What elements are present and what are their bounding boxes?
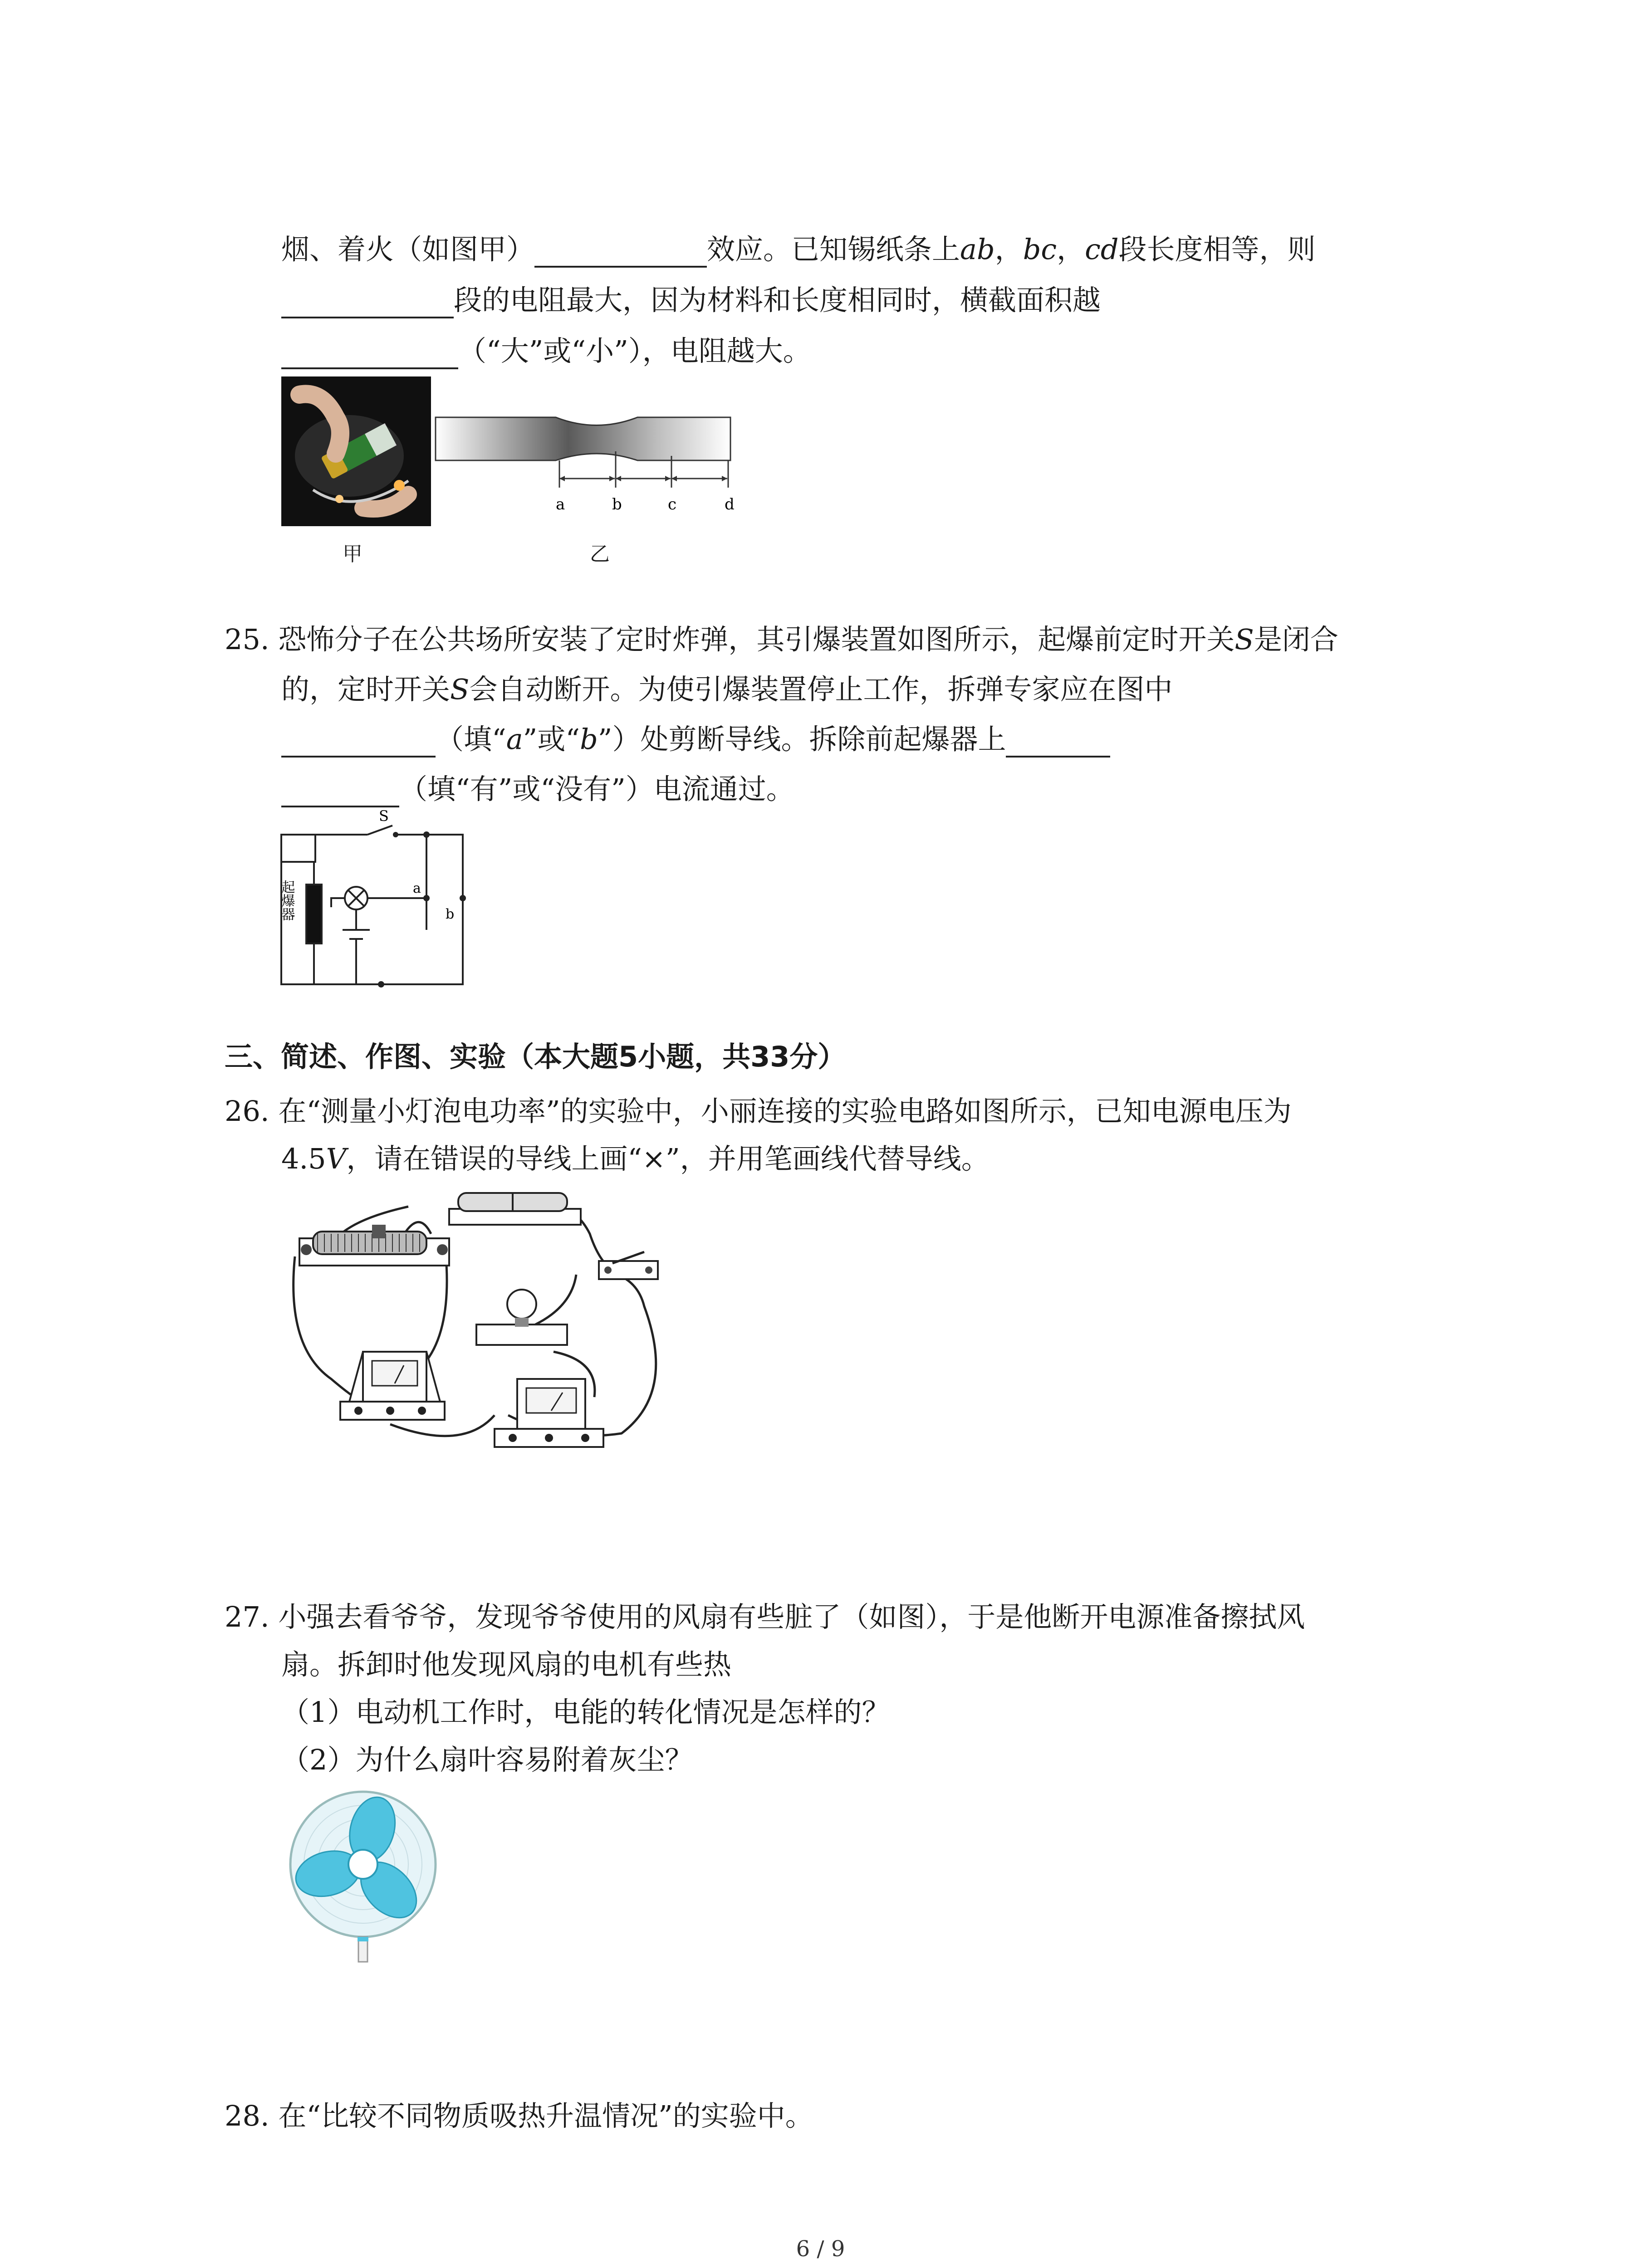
q24-line1: 烟、着火（如图甲） 效应。已知锡纸条上ab，bc，cd段长度相等，则	[281, 231, 1316, 268]
q27-line2: 扇。拆卸时他发现风扇的电机有些热	[281, 1648, 732, 1681]
point-d: d	[725, 495, 735, 513]
q27-sub1: （1）电动机工作时，电能的转化情况是怎样的？	[281, 1696, 890, 1729]
q24-line2: 段的电阻最大，因为材料和长度相同时，横截面积越	[281, 282, 1101, 318]
q25-line2: 的，定时开关S会自动断开。为使引爆装置停止工作，拆弹专家应在图中	[281, 673, 1173, 706]
q27-sub2: （2）为什么扇叶容易附着灰尘？	[281, 1743, 693, 1776]
caption-yi: 乙	[590, 543, 610, 566]
q28-line1: 28. 在“比较不同物质吸热升温情况”的实验中。	[225, 2099, 813, 2132]
answer-blank[interactable]	[1006, 728, 1110, 758]
section-3-title: 三、简述、作图、实验（本大题5小题，共33分）	[225, 1040, 846, 1073]
answer-blank[interactable]	[281, 728, 436, 758]
q25-line3: （填“a”或“b”）处剪断导线。拆除前起爆器上	[281, 721, 1110, 758]
switch-s-label: S	[379, 807, 389, 825]
answer-blank[interactable]	[281, 289, 454, 318]
point-c: c	[668, 495, 677, 513]
figure-jia-photo	[281, 376, 431, 526]
wire-a-label: a	[413, 880, 421, 896]
answer-blank[interactable]	[281, 340, 458, 369]
answer-blank[interactable]	[534, 239, 707, 268]
experiment-circuit-illustration	[281, 1188, 690, 1474]
point-b: b	[612, 495, 622, 513]
q24-line3: （“大”或“小”），电阻越大。	[281, 333, 811, 369]
q26-line2: 4.5V，请在错误的导线上画“×”，并用笔画线代替导线。	[281, 1142, 989, 1175]
answer-blank[interactable]	[281, 778, 399, 807]
electric-fan-image	[286, 1789, 449, 1971]
caption-jia: 甲	[343, 543, 362, 566]
q25-line4: （填“有”或“没有”）电流通过。	[281, 771, 794, 807]
detonator-label: 起爆器	[279, 880, 295, 921]
q26-line1: 26. 在“测量小灯泡电功率”的实验中，小丽连接的实验电路如图所示，已知电源电压为	[225, 1095, 1292, 1128]
detonator-circuit-diagram	[277, 807, 490, 989]
point-a: a	[556, 495, 565, 513]
wire-b-label: b	[446, 906, 455, 922]
figure-yi-strip	[433, 411, 751, 528]
q25-line1: 25. 恐怖分子在公共场所安装了定时炸弹，其引爆装置如图所示，起爆前定时开关S是闭合	[225, 623, 1338, 656]
q27-line1: 27. 小强去看爷爷，发现爷爷使用的风扇有些脏了（如图），于是他断开电源准备擦拭风	[225, 1600, 1305, 1633]
page-number: 6 / 9	[796, 2236, 845, 2262]
